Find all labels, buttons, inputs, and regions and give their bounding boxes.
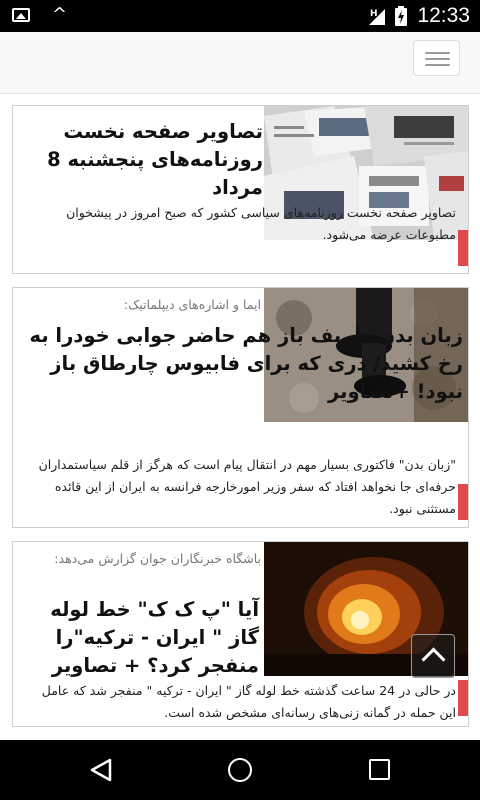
article-card[interactable] xyxy=(12,541,469,727)
article-summary: "زبان بدن" فاکتوری بسیار مهم در انتقال پیام است که هرگز از قلم سیاستمداران حرفه‌ای جا نخواهد افتاد که سفر وزیر امورخارجه فرانسه به ایران از این قائده مستثنی نبود. xyxy=(38,457,456,516)
article-card[interactable] xyxy=(12,287,469,528)
clock: 12:33 xyxy=(417,4,470,27)
home-icon[interactable] xyxy=(228,758,252,782)
signal-h-icon xyxy=(369,7,385,25)
article-headline[interactable]: تصاویر صفحه نخست روزنامه‌های پنجشنبه 8 مرداد xyxy=(47,120,263,199)
image-icon xyxy=(12,8,30,22)
article-marker xyxy=(458,484,468,520)
caret-up-icon: ^ xyxy=(52,4,68,25)
status-bar xyxy=(0,0,480,32)
article-summary: در حالی در 24 ساعت گذشته خط لوله گاز " ایران - ترکیه " منفجر شد که عامل این حمله در گمانه زنی‌های رسانه‌ای مشخص شده است. xyxy=(41,683,456,720)
recents-icon[interactable] xyxy=(369,759,390,780)
article-marker xyxy=(458,680,468,716)
svg-text:H: H xyxy=(370,9,378,19)
navigation-bar xyxy=(0,740,480,800)
article-summary: تصاویر صفحه نخست روزنامه‌های سیاسی کشور که صبح امروز در پیشخوان مطبوعات عرضه می‌شود. xyxy=(66,205,456,242)
article-headline[interactable]: زبان بدن ظریف باز هم حاضر جوابی خودرا به رخ کشید/ دری که برای فابیوس چارطاق باز نبود! +تصاویر xyxy=(29,324,463,403)
article-card[interactable] xyxy=(12,105,469,274)
news-feed xyxy=(0,94,480,740)
article-marker xyxy=(458,230,468,266)
article-source: ایما و اشاره‌های دیپلماتیک: xyxy=(123,297,261,312)
app-header xyxy=(0,32,480,94)
scroll-to-top-button[interactable] xyxy=(411,634,455,678)
battery-charging-icon xyxy=(395,6,407,26)
article-headline[interactable]: آیا "پ ک ک" خط لوله گاز " ایران - ترکیه"را منفجر کرد؟ + تصاویر xyxy=(50,598,259,677)
back-icon[interactable] xyxy=(88,757,114,783)
article-source: باشگاه خبرنگاران جوان گزارش می‌دهد: xyxy=(54,551,261,566)
hamburger-menu-icon[interactable] xyxy=(413,40,460,76)
